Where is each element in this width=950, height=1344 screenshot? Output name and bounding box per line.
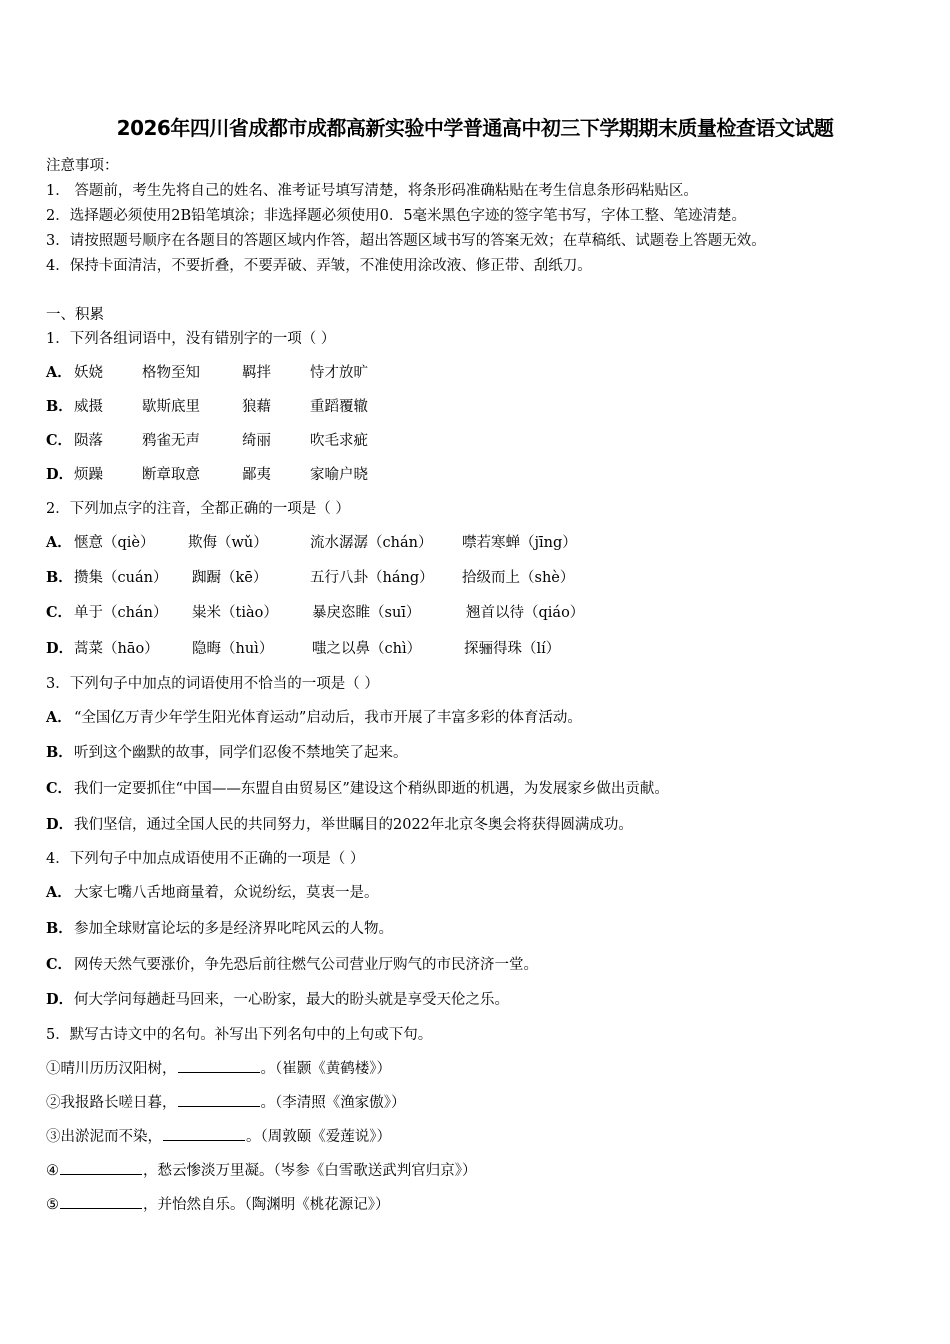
item-text: 出淤泥而不染， [60,1129,162,1145]
option-label: C． [46,432,73,449]
notice-item: 4．保持卡面清洁，不要折叠，不要弄破、弄皱，不准使用涂改液、修正带、刮纸刀。 [46,258,592,274]
option-label: D． [46,640,74,657]
option-row [46,463,368,484]
item-text: 。（李清照《渔家傲》） [260,1095,406,1111]
item-number: ⑤ [46,1197,59,1213]
option-row [46,601,584,622]
option-word: 隐晦（huì） [192,641,274,657]
option-row [46,566,574,587]
item-number: ④ [46,1163,59,1179]
fill-blank-item [46,1057,391,1078]
fill-blank-item [46,1091,406,1112]
page-title: 2026年四川省成都市成都高新实验中学普通高中初三下学期期末质量检查语文试题 [116,116,834,140]
item-text: 。（崔颢《黄鹤楼》） [260,1061,391,1077]
option-text: 参加全球财富论坛的多是经济界叱咤风云的人物。 [74,921,393,937]
fill-blank-item [46,1159,477,1180]
option-word: 歇斯底里 [142,399,200,415]
option-text: “全国亿万青少年学生阳光体育运动”启动后，我市开展了丰富多彩的体育活动。 [74,710,582,726]
option-text: 大家七嘴八舌地商量着，众说纷纭，莫衷一是。 [74,885,379,901]
item-number: ② [46,1095,61,1111]
option-label: D． [46,816,74,833]
option-row [46,637,560,658]
option-word: 翘首以待（qiáo） [466,605,585,621]
item-number: ③ [46,1129,61,1145]
option-label: C． [46,780,73,797]
item-text: ，并怡然自乐。（陶渊明《桃花源记》） [143,1197,390,1213]
item-text: 。（周敦颐《爱莲说》） [246,1129,391,1145]
notice-item: 3．请按照题号顺序在各题目的答题区域内作答，超出答题区域书写的答案无效；在草稿纸、试题卷上答题无效。 [46,233,766,249]
option-label: C． [46,604,73,621]
option-label: A． [46,709,72,726]
option-text: 听到这个幽默的故事，同学们忍俊不禁地笑了起来。 [74,745,408,761]
answer-blank[interactable] [178,1092,260,1107]
option-word: 重蹈覆辙 [310,399,368,415]
item-number: ① [46,1061,61,1077]
option-label: C． [46,956,73,973]
option-text: 我们一定要抓住“中国——东盟自由贸易区”建设这个稍纵即逝的机遇，为发展家乡做出贡献。 [74,781,669,797]
option-word: 粜米（tiào） [192,605,278,621]
option-label: B． [46,398,73,415]
answer-blank[interactable] [60,1160,142,1175]
option-word: 单于（chán） [74,605,168,621]
option-word: 烦躁 [74,467,103,483]
option-word: 妖娆 [74,365,103,381]
option-row [46,881,379,902]
section-heading: 一、积累 [46,307,104,323]
option-label: D． [46,991,74,1008]
option-row [46,531,577,552]
option-label: A． [46,534,72,551]
option-word: 吹毛求疵 [310,433,368,449]
option-word: 踟蹰（kē） [192,570,268,586]
option-word: 惬意（qiè） [74,535,155,551]
option-word: 五行八卦（háng） [310,570,434,586]
question-stem: 4．下列句子中加点成语使用不正确的一项是（ ） [46,851,365,867]
option-row [46,953,538,974]
option-label: A． [46,884,72,901]
question-stem: 1．下列各组词语中，没有错别字的一项（ ） [46,331,336,347]
answer-blank[interactable] [178,1058,260,1073]
option-word: 拾级而上（shè） [462,570,575,586]
option-word: 断章取意 [142,467,200,483]
option-word: 威摄 [74,399,103,415]
option-row [46,741,408,762]
option-word: 探骊得珠（lí） [464,641,561,657]
question-stem: 5．默写古诗文中的名句。补写出下列名句中的上句或下句。 [46,1027,433,1043]
option-word: 家喻户晓 [310,467,368,483]
option-label: B． [46,569,73,586]
option-word: 欺侮（wǔ） [188,535,268,551]
option-word: 狼藉 [242,399,271,415]
option-word: 恃才放旷 [310,365,368,381]
option-row [46,361,368,382]
option-text: 网传天然气要涨价，争先恐后前往燃气公司营业厅购气的市民济济一堂。 [74,957,538,973]
option-row [46,706,582,727]
notice-heading: 注意事项： [46,158,119,174]
option-word: 嗤之以鼻（chì） [312,641,422,657]
option-word: 流水潺潺（chán） [310,535,433,551]
option-row [46,395,368,416]
option-row [46,429,368,450]
option-label: A． [46,364,72,381]
option-row [46,917,393,938]
option-word: 陨落 [74,433,103,449]
option-word: 鸦雀无声 [142,433,200,449]
option-word: 攒集（cuán） [74,570,168,586]
option-text: 何大学问每趟赶马回来，一心盼家，最大的盼头就是享受天伦之乐。 [74,992,509,1008]
option-word: 格物至知 [142,365,200,381]
option-row [46,988,509,1009]
item-text: 我报路长嗟日暮， [60,1095,177,1111]
option-row [46,777,669,798]
question-stem: 3．下列句子中加点的词语使用不恰当的一项是（ ） [46,676,379,692]
option-word: 蒿菜（hāo） [74,641,159,657]
option-row [46,813,633,834]
option-text: 我们坚信，通过全国人民的共同努力，举世瞩目的2022年北京冬奥会将获得圆满成功。 [74,817,633,833]
item-text: ，愁云惨淡万里凝。（岑参《白雪歌送武判官归京》） [143,1163,477,1179]
option-label: B． [46,744,73,761]
fill-blank-item [46,1193,390,1214]
option-word: 绮丽 [242,433,271,449]
answer-blank[interactable] [60,1194,142,1209]
fill-blank-item [46,1125,391,1146]
option-label: D． [46,466,74,483]
option-word: 羁拌 [242,365,271,381]
option-word: 暴戾恣睢（suī） [312,605,421,621]
option-word: 噤若寒蝉（jīng） [462,535,577,551]
item-text: 晴川历历汉阳树， [60,1061,177,1077]
option-word: 鄙夷 [242,467,271,483]
answer-blank[interactable] [163,1126,245,1141]
option-label: B． [46,920,73,937]
notice-item: 1． 答题前，考生先将自己的姓名、准考证号填写清楚，将条形码准确粘贴在考生信息条形码粘贴区。 [46,183,698,199]
notice-item: 2．选择题必须使用2B铅笔填涂；非选择题必须使用0．5毫米黑色字迹的签字笔书写，字体工整、笔迹清楚。 [46,208,747,224]
question-stem: 2．下列加点字的注音，全都正确的一项是（ ） [46,501,350,517]
